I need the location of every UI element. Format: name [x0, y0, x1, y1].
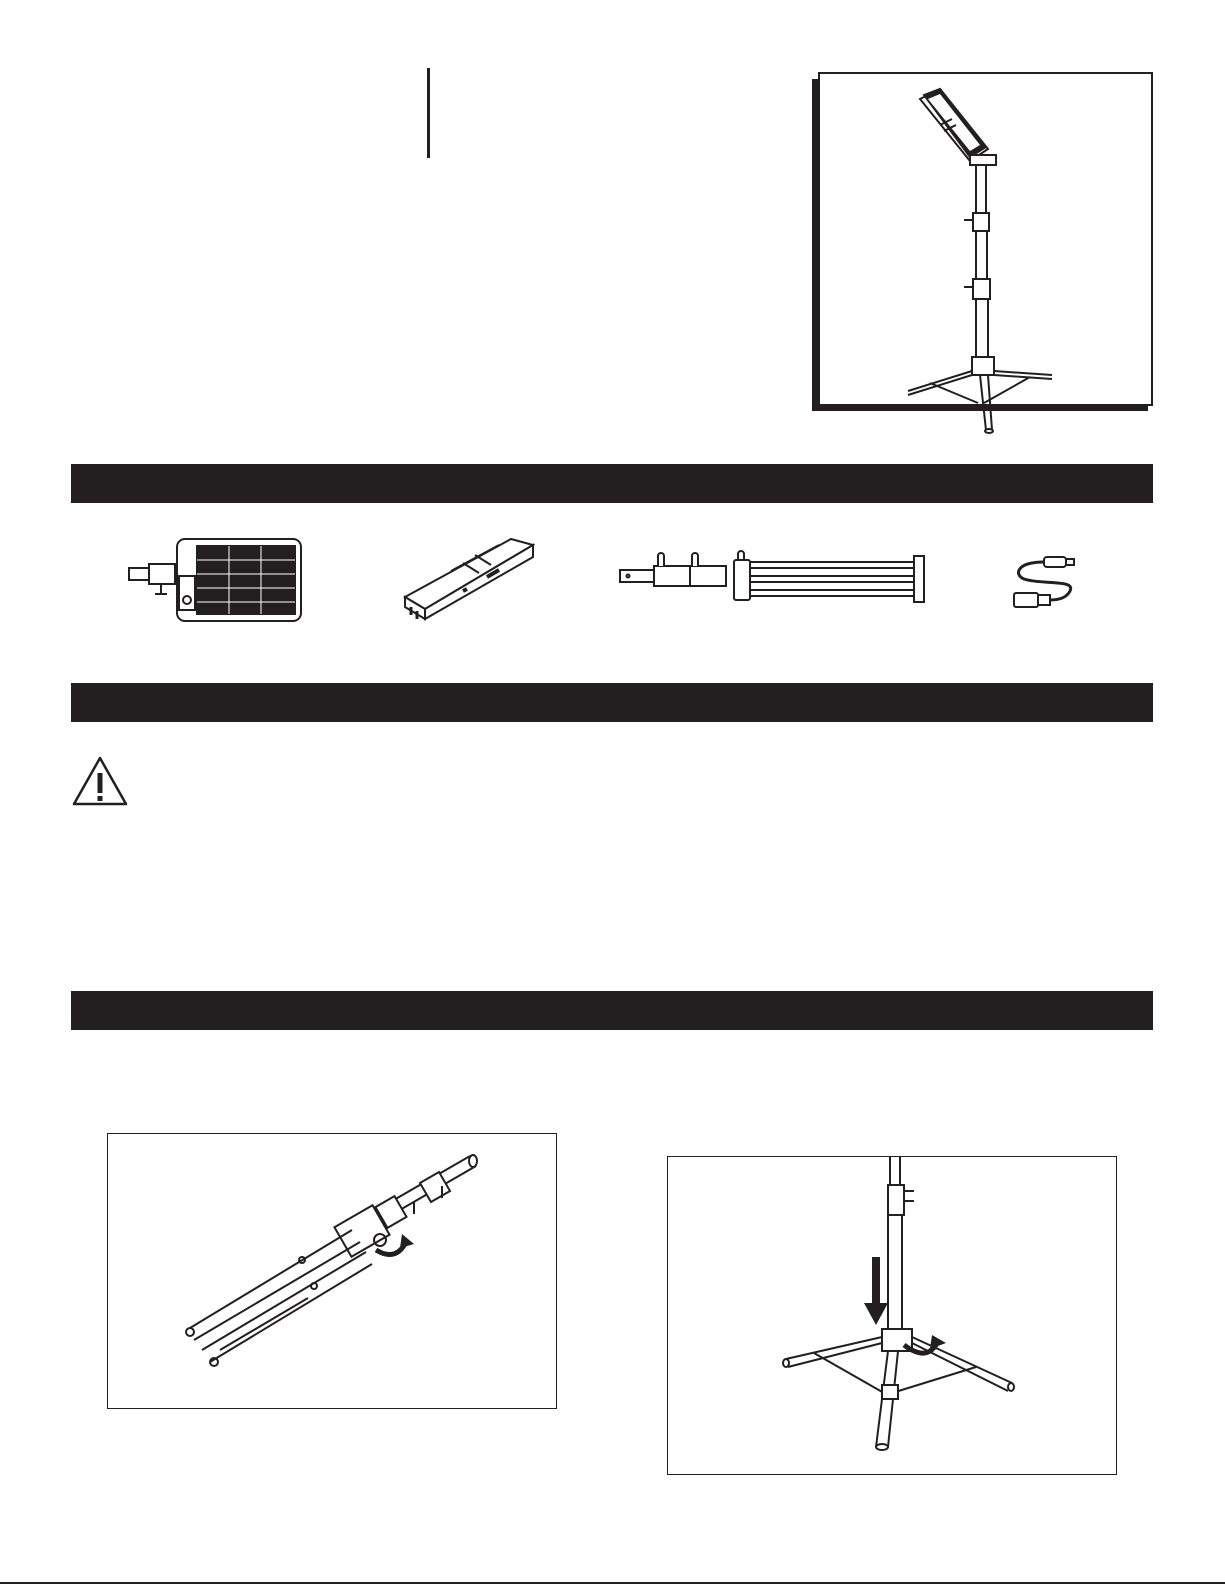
- page-bottom-rule: [0, 1582, 1225, 1584]
- header-divider: [427, 68, 430, 158]
- section-bar-package-contents: [71, 464, 1153, 503]
- warning-triangle-icon: [71, 755, 129, 807]
- header-brand: [71, 68, 411, 158]
- tripod-unfold-illustration: [180, 1150, 500, 1390]
- section-bar-assembly: [71, 991, 1153, 1030]
- solar-light-tripod-icon: [900, 85, 1070, 440]
- folded-tripod-icon: [618, 548, 934, 610]
- header-model: [445, 68, 765, 158]
- solar-panel-icon: [127, 538, 307, 624]
- led-light-bar-icon: [403, 535, 535, 630]
- section-bar-safety: [71, 683, 1153, 722]
- tripod-set-up-illustration: [780, 1157, 1030, 1457]
- usb-cable-icon: [1012, 553, 1082, 611]
